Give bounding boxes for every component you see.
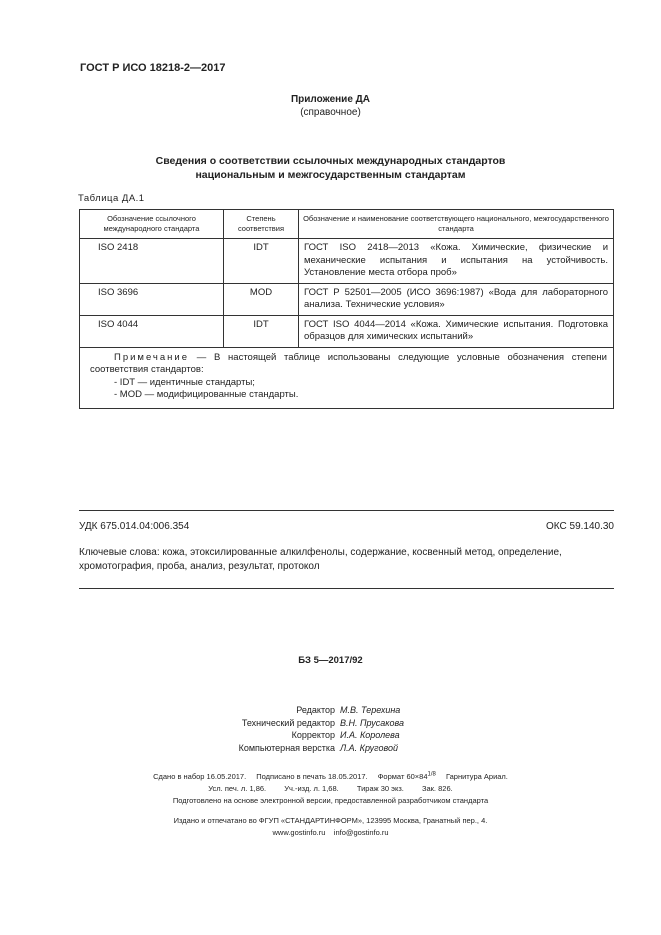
submitted-date: Сдано в набор 16.05.2017. bbox=[153, 771, 247, 781]
print-info-line-2 bbox=[0, 783, 661, 795]
cell-national: ГОСТ Р 52501—2005 (ИСО 3696:1987) «Вода для лабораторного анализа. Технические условия» bbox=[299, 283, 614, 315]
divider bbox=[79, 510, 614, 511]
cell-international: ISO 2418 bbox=[80, 239, 224, 284]
oks-code: ОКС 59.140.30 bbox=[546, 521, 614, 532]
print-info-line-1 bbox=[0, 768, 661, 783]
udk-code: УДК 675.014.04:006.354 bbox=[79, 521, 190, 532]
credit-name: М.В. Терехина bbox=[340, 705, 401, 715]
credits bbox=[0, 704, 661, 754]
cell-national: ГОСТ ISO 2418—2013 «Кожа. Химические, физические и механические испытания и испытания на устойчивость. Установление места отбора проб» bbox=[299, 239, 614, 284]
appendix-heading bbox=[0, 93, 661, 119]
keywords: Ключевые слова: кожа, этоксилированные алкилфенолы, содержание, косвенный метод, определение, хромотография, проба, анализ, результат, протокол bbox=[79, 547, 562, 572]
print-sheets: Усл. печ. л. 1,86. bbox=[208, 783, 267, 793]
note-item: - IDT — идентичные стандарты; bbox=[114, 376, 255, 388]
paper-format: Формат $60\times 84^{1/8}$ bbox=[377, 771, 436, 781]
publisher-info bbox=[0, 815, 661, 839]
publisher-contacts bbox=[0, 827, 661, 839]
credit-name: И.А. Королева bbox=[340, 730, 400, 740]
credit-role: Редактор bbox=[296, 705, 335, 715]
credit-row bbox=[0, 729, 661, 742]
table-row bbox=[80, 315, 614, 347]
table-note-row bbox=[80, 347, 614, 408]
note-item: - MOD — модифицированные стандарты. bbox=[114, 389, 299, 400]
credit-role: Корректор bbox=[291, 730, 335, 740]
appendix-title: Приложение ДА bbox=[290, 94, 371, 105]
print-run: Тираж 30 экз. bbox=[356, 783, 404, 793]
header-degree: Степень соответствия bbox=[224, 210, 299, 239]
cell-degree: MOD bbox=[224, 283, 299, 315]
section-title-line-2: национальным и межгосударственным стандартам bbox=[195, 169, 466, 181]
credit-row bbox=[0, 704, 661, 717]
document-header: ГОСТ Р ИСО 18218-2—2017 bbox=[80, 62, 226, 74]
order-number: Зак. 826. bbox=[421, 783, 453, 793]
pub-sheets: Уч.-изд. л. 1,68. bbox=[284, 783, 339, 793]
divider bbox=[79, 588, 614, 589]
correspondence-table bbox=[79, 209, 614, 409]
appendix-subtitle: (справочное) bbox=[300, 107, 361, 118]
section-title-line-1: Сведения о соответствии ссылочных международных стандартов bbox=[155, 155, 506, 167]
credit-name: В.Н. Прусакова bbox=[340, 717, 404, 728]
table-note bbox=[80, 347, 614, 408]
cell-international: ISO 4044 bbox=[80, 315, 224, 347]
header-national-standard: Обозначение и наименование соответствующего национального, межгосударственного стандарта bbox=[299, 210, 614, 239]
cell-degree: IDT bbox=[224, 239, 299, 284]
table-label: Таблица ДА.1 bbox=[78, 193, 145, 204]
publisher-site[interactable]: www.gostinfo.ru bbox=[272, 828, 326, 837]
note-label: Примечание bbox=[114, 351, 189, 363]
cell-international: ISO 3696 bbox=[80, 283, 224, 315]
cell-degree: IDT bbox=[224, 315, 299, 347]
signed-date: Подписано в печать 18.05.2017. bbox=[256, 771, 368, 781]
cell-national: ГОСТ ISO 4044—2014 «Кожа. Химические испытания. Подготовка образцов для химических испытаний» bbox=[299, 315, 614, 347]
credit-name: Л.А. Круговой bbox=[340, 742, 399, 753]
print-info bbox=[0, 768, 661, 807]
credit-role: Компьютерная верстка bbox=[238, 742, 335, 753]
header-international-standard: Обозначение ссылочного международного стандарта bbox=[80, 210, 224, 239]
table-header-row bbox=[80, 210, 614, 239]
note-text: — В настоящей таблице использованы следующие условные обозначения степени соответствия стандартов: bbox=[90, 351, 607, 375]
font-info: Гарнитура Ариал. bbox=[445, 771, 508, 781]
publisher-email[interactable]: info@gostinfo.ru bbox=[333, 828, 389, 837]
credit-row bbox=[0, 742, 661, 755]
credit-row bbox=[0, 717, 661, 730]
publisher-address: Издано и отпечатано во ФГУП «СТАНДАРТИНФОРМ», 123995 Москва, Гранатный пер., 4. bbox=[173, 816, 488, 825]
credit-role: Технический редактор bbox=[241, 717, 335, 728]
table-row bbox=[80, 283, 614, 315]
bz-number: БЗ 5—2017/92 bbox=[298, 655, 363, 666]
table-row bbox=[80, 239, 614, 284]
prepared-note: Подготовлено на основе электронной версии, предоставленной разработчиком стандарта bbox=[172, 795, 489, 805]
section-title bbox=[0, 154, 661, 182]
